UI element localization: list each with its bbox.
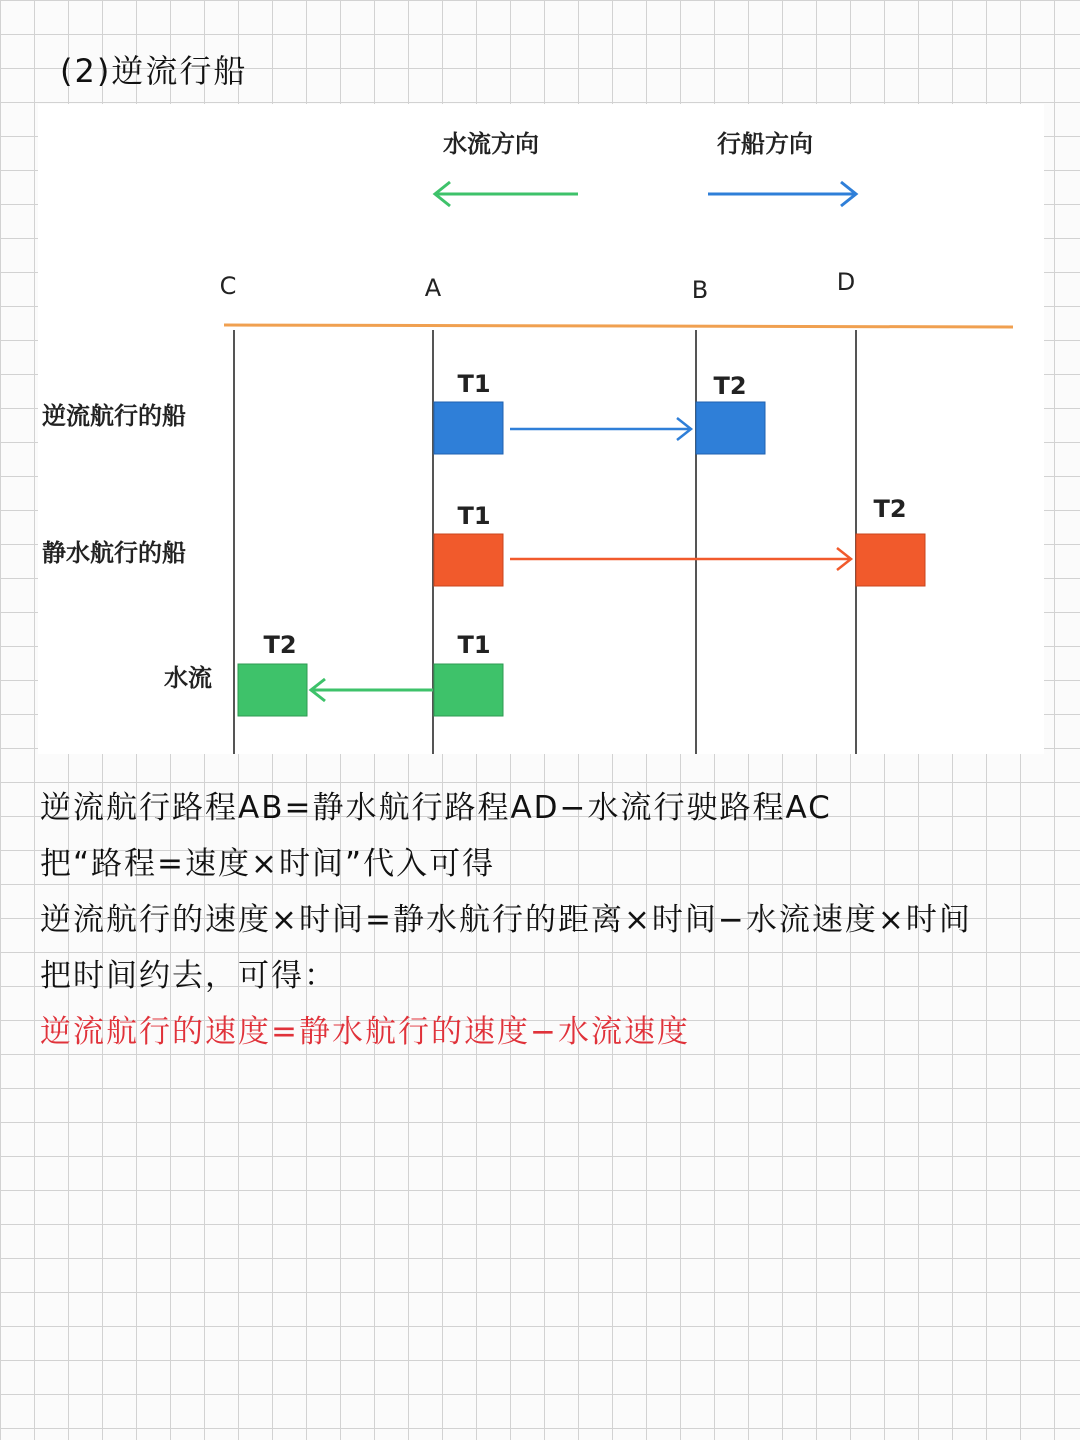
flow-t2-label: T2 xyxy=(263,631,297,659)
note-line-4: 把时间约去，可得： xyxy=(40,958,337,994)
diagram-svg xyxy=(38,104,1044,754)
flow-t1-label: T1 xyxy=(457,631,491,659)
legend-boat-arrow xyxy=(708,182,856,206)
point-label-a: A xyxy=(424,274,442,302)
legend-water-arrow xyxy=(435,182,578,206)
still-boat-start xyxy=(434,534,503,586)
note-line-2: 把“路程=速度×时间”代入可得 xyxy=(40,846,496,882)
flow-end xyxy=(238,664,307,716)
river-line xyxy=(224,325,1013,327)
legend-boat-direction: 行船方向 xyxy=(717,130,813,158)
point-label-b: B xyxy=(691,276,709,304)
still-t1-label: T1 xyxy=(457,502,491,530)
conclusion-line: 逆流航行的速度=静水航行的速度−水流速度 xyxy=(40,1014,690,1050)
row-label-upstream-boat: 逆流航行的船 xyxy=(42,402,186,430)
upstream-boat-start xyxy=(434,402,503,454)
upstream-t2-label: T2 xyxy=(713,372,747,400)
upstream-arrow xyxy=(510,418,691,440)
still-boat-end xyxy=(856,534,925,586)
note-line-1: 逆流航行路程AB=静水航行路程AD−水流行驶路程AC xyxy=(40,790,832,826)
row-label-still-water-boat: 静水航行的船 xyxy=(42,539,186,567)
upstream-boat-end xyxy=(696,402,765,454)
page-title: (2)逆流行船 xyxy=(60,52,248,90)
point-label-c: C xyxy=(219,272,237,300)
upstream-t1-label: T1 xyxy=(457,370,491,398)
explanation-text xyxy=(40,780,1050,1060)
still-t2-label: T2 xyxy=(873,495,907,523)
flow-start xyxy=(434,664,503,716)
flow-arrow xyxy=(311,679,433,701)
point-label-d: D xyxy=(836,268,856,296)
legend-water-direction: 水流方向 xyxy=(443,130,539,158)
note-line-3: 逆流航行的速度×时间=静水航行的距离×时间−水流速度×时间 xyxy=(40,902,972,938)
diagram-panel xyxy=(38,104,1044,754)
row-label-water-flow: 水流 xyxy=(164,664,212,692)
still-arrow xyxy=(510,548,851,570)
